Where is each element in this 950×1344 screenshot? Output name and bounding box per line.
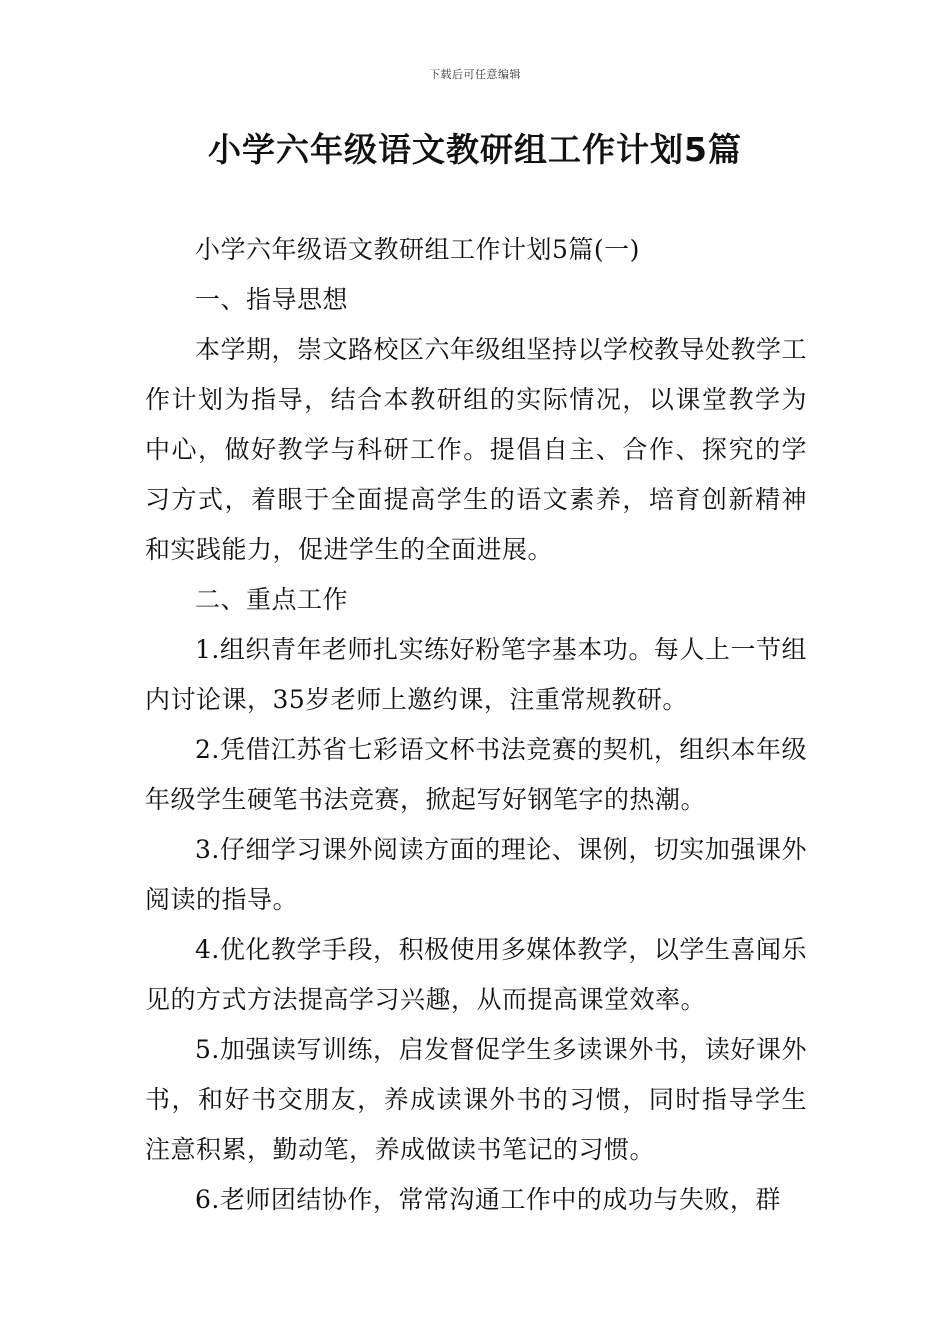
list-item-2: 2.凭借江苏省七彩语文杯书法竞赛的契机，组织本年级年级学生硬笔书法竞赛，掀起写好钢笔字的热潮。	[145, 735, 807, 814]
document-title: 小学六年级语文教研组工作计划5篇	[208, 130, 742, 169]
list-item-3: 3.仔细学习课外阅读方面的理论、课例，切实加强课外阅读的指导。	[145, 835, 807, 914]
list-item-1: 1.组织青年老师扎实练好粉笔字基本功。每人上一节组内讨论课，35岁老师上邀约课，注重常规教研。	[145, 635, 807, 714]
section-heading-key-work: 二、重点工作	[195, 585, 349, 614]
body-paragraph: 本学期，崇文路校区六年级组坚持以学校教导处教学工作计划为指导，结合本教研组的实际情况，以课堂教学为中心，做好教学与科研工作。提倡自主、合作、探究的学习方式，着眼于全面提高学生的语文素养，培育创新精神和实践能力，促进学生的全面进展。	[145, 335, 808, 564]
list-item-4: 4.优化教学手段，积极使用多媒体教学，以学生喜闻乐见的方式方法提高学习兴趣，从而提高课堂效率。	[145, 935, 807, 1014]
document-body	[145, 225, 807, 1225]
list-item-5: 5.加强读写训练，启发督促学生多读课外书，读好课外书，和好书交朋友，养成读课外书的习惯，同时指导学生注意积累，勤动笔，养成做读书笔记的习惯。	[145, 1035, 807, 1164]
header-note: 下载后可任意编辑	[429, 68, 521, 81]
list-item-6: 6.老师团结协作，常常沟通工作中的成功与失败，群	[195, 1185, 781, 1214]
subtitle-paragraph: 小学六年级语文教研组工作计划5篇(一)	[195, 235, 640, 264]
section-heading-guiding-ideas: 一、指导思想	[195, 285, 349, 314]
